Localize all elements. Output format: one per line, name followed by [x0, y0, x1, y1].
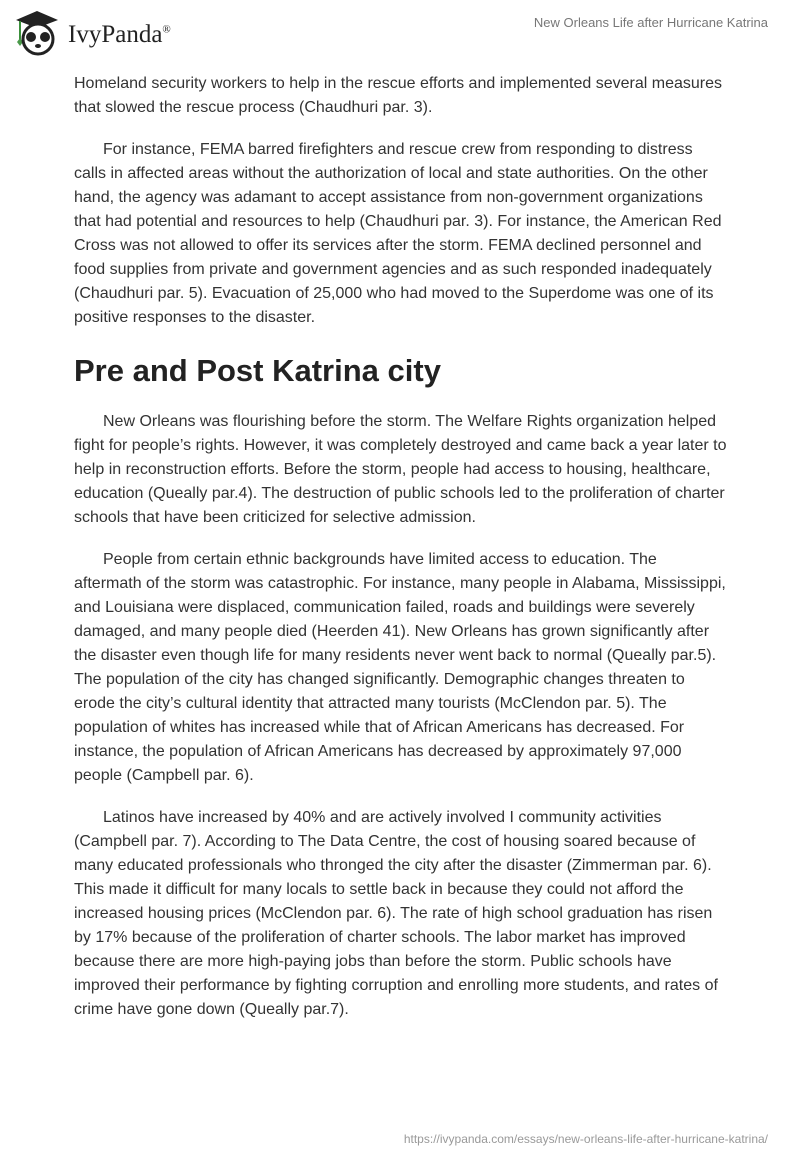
paragraph: For instance, FEMA barred firefighters and rescue crew from responding to distress calls in affected areas without the authorization of local and state authorities. On the other hand, the agency was adamant to accept assistance from non-government organizations that had potential and resources to help (Chaudhuri par. 3). For instance, the American Red Cross was not allowed to offer its services after the storm. FEMA declined personnel and food supplies from private and government agencies and as such responded inadequately (Chaudhuri par. 5). Evacuation of 25,000 who had moved to the Superdome was one of its positive responses to the disaster.: [74, 141, 722, 326]
panda-logo-icon: [12, 8, 62, 56]
paragraph: New Orleans was flourishing before the storm. The Welfare Rights organization helped fight for people’s rights. However, it was completely destroyed and came back a year later to help in reconstruction efforts. Before the storm, people had access to housing, healthcare, education (Queally par.4). The destruction of public schools led to the proliferation of charter schools that have been criticized for selective admission.: [74, 413, 727, 526]
essay-body: [74, 72, 728, 1040]
document-title: New Orleans Life after Hurricane Katrina: [533, 15, 768, 30]
ivypanda-logo[interactable]: [12, 8, 171, 56]
registered-mark: ®: [162, 23, 171, 36]
paragraph: Homeland security workers to help in the rescue efforts and implemented several measures that slowed the rescue process (Chaudhuri par. 3).: [74, 75, 723, 116]
source-url[interactable]: https://ivypanda.com/essays/new-orleans-life-after-hurricane-katrina/: [403, 1132, 768, 1146]
paragraph: People from certain ethnic backgrounds have limited access to education. The aftermath of the storm was catastrophic. For instance, many people in Alabama, Mississippi, and Louisiana were displaced, communication failed, roads and buildings were severely damaged, and many people died (Heerden 41). New Orleans has grown significantly after the disaster even though life for many residents never went back to normal (Queally par.5). The population of the city has changed significantly. Demographic changes threaten to erode the city’s cultural identity that attracted many tourists (McClendon par. 5). The population of whites has increased while that of African Americans has decreased. For instance, the population of African Americans has decreased by approximately 97,000 people (Campbell par. 6).: [74, 551, 726, 784]
section-heading: Pre and Post Katrina city: [74, 353, 441, 388]
logo-text: IvyPanda: [68, 21, 163, 48]
paragraph: Latinos have increased by 40% and are actively involved I community activities (Campbell par. 7). According to The Data Centre, the cost of housing soared because of many educated professionals who thronged the city after the disaster (Zimmerman par. 6). This made it difficult for many locals to settle back in because they could not afford the increased housing prices (McClendon par. 6). The rate of high school graduation has risen by 17% because of the proliferation of charter schools. The labor market has improved because there are more high-paying jobs than before the storm. Public schools have improved their performance by fighting corruption and enrolling more students, and rates of crime have gone down (Queally par.7).: [74, 809, 718, 1018]
